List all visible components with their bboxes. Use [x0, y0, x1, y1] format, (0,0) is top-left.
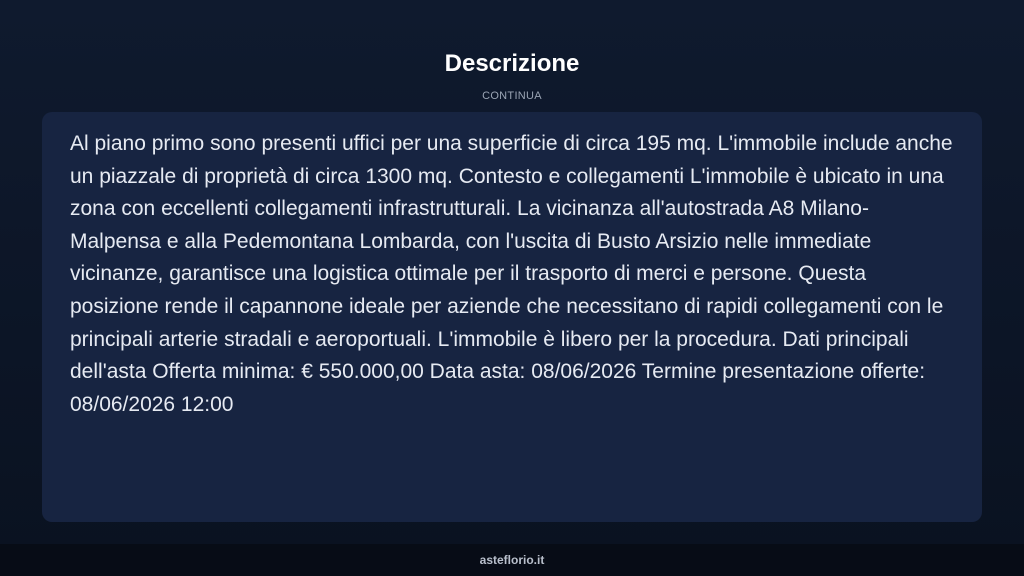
- page-subtitle: CONTINUA: [482, 90, 542, 102]
- footer-site-link[interactable]: asteflorio.it: [479, 553, 545, 567]
- description-text: Al piano primo sono presenti uffici per una superficie di circa 195 mq. L'immobile include anche un piazzale di proprietà di circa 1300 mq. Contesto e collegamenti L'immobile è ubicato in una zona con eccellenti collegamenti infrastrutturali. La vicinanza all'autostrada A8 Milano-Malpensa e alla Pedemontana Lombarda, con l'uscita di Busto Arsizio nelle immediate vicinanze, garantisce una logistica ottimale per il trasporto di merci e persone. Questa posizione rende il capannone ideale per aziende che necessitano di rapidi collegamenti con le principali arterie stradali e aeroportuali. L'immobile è libero per la procedura. Dati principali dell'asta Offerta minima: € 550.000,00 Data asta: 08/06/2026 Termine presentazione offerte: 08/06/2026 12:00: [70, 132, 953, 416]
- description-card: [42, 112, 982, 522]
- page-title: Descrizione: [444, 50, 580, 77]
- footer-bar: [0, 544, 1024, 576]
